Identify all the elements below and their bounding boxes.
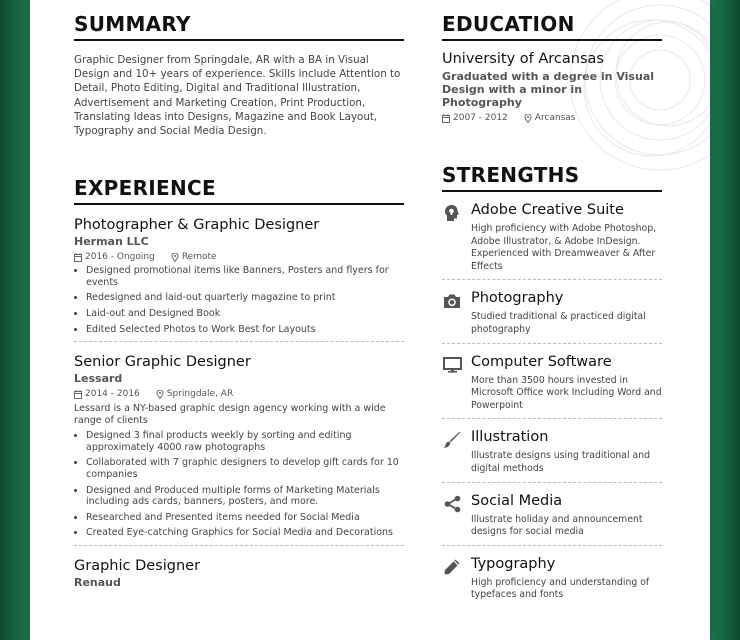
job-dates: 2016 - Ongoing	[85, 252, 155, 263]
experience-heading: EXPERIENCE	[74, 176, 404, 205]
strength-title: Typography	[471, 555, 556, 572]
job-bullets	[74, 430, 404, 539]
job-meta	[74, 389, 404, 399]
strength-title: Photography	[471, 290, 564, 307]
monitor-icon	[442, 355, 462, 375]
education-heading: EDUCATION	[442, 12, 662, 41]
location-pin-icon	[156, 390, 164, 399]
strength-item	[442, 419, 662, 482]
strength-item	[442, 546, 662, 608]
job-description: Lessard is a NY-based graphic design agency working with a wide range of clients	[74, 403, 386, 427]
strength-desc: Illustrate designs using traditional and digital methods	[471, 450, 651, 474]
divider	[74, 545, 404, 546]
education-school: University of Arcansas	[442, 51, 604, 67]
strength-title: Social Media	[471, 492, 563, 509]
strengths-heading: STRENGTHS	[442, 163, 662, 192]
job-bullet: • Laid-out and Designed Book	[86, 308, 404, 320]
strength-desc: High proficiency with Adobe Photoshop, Adobe Illustrator, & Adobe InDesign. Experienced with Dreamweaver & After Effects	[471, 223, 657, 272]
divider	[74, 341, 404, 342]
left-column	[74, 12, 404, 589]
strength-item	[442, 280, 662, 343]
pencil-icon	[442, 557, 462, 577]
job-company: Renaud	[74, 575, 121, 589]
job-company: Herman LLC	[74, 235, 149, 249]
strength-desc: Studied traditional & practiced digital photography	[471, 311, 646, 335]
strength-item	[442, 192, 662, 280]
education-degree: Graduated with a degree in Visual Design with a minor in Photography	[442, 70, 655, 109]
summary-heading: SUMMARY	[74, 12, 404, 41]
strength-title: Computer Software	[471, 353, 612, 370]
strength-desc: More than 3500 hours invested in Microsoft Office work Including Word and Powerpoint	[471, 374, 662, 411]
strength-item	[442, 344, 662, 420]
job-meta	[74, 252, 404, 262]
job-bullet: • Designed promotional items like Banners, Posters and flyers for events	[86, 265, 404, 288]
brush-icon	[442, 430, 462, 450]
job-bullets	[74, 265, 404, 335]
job-bullet: • Designed and Produced multiple forms of Marketing Materials including ads cards, banners, posters, and more.	[86, 485, 404, 508]
right-column	[442, 12, 662, 608]
job-entry	[74, 558, 404, 589]
experience-section	[74, 176, 404, 589]
resume-page	[30, 0, 710, 640]
job-bullet: • Created Eye-catching Graphics for Social Media and Decorations	[86, 527, 404, 539]
education-location: Arcansas	[534, 113, 576, 123]
job-company: Lessard	[74, 372, 123, 386]
summary-text: Graphic Designer from Springdale, AR with a BA in Visual Design and 10+ years of experience. Skills include Attention to Detail, Photo Editing, Digital and Traditional Illustration, Advertisement and Marketing Creation, Print Production, Translating Ideas into Designs, Magazine and Book Layout, Typography and Social Media Design.	[74, 54, 401, 138]
strength-title: Adobe Creative Suite	[471, 202, 624, 218]
share-icon	[442, 494, 462, 514]
job-location: Springdale, AR	[166, 389, 234, 400]
camera-icon	[442, 291, 462, 311]
job-title: Senior Graphic Designer	[74, 354, 251, 371]
job-dates: 2014 - 2016	[85, 389, 140, 400]
location-pin-icon	[524, 114, 532, 123]
job-bullet: • Researched and Presented items needed for Social Media	[86, 512, 404, 524]
strength-title: Illustration	[471, 429, 549, 446]
strength-desc: Illustrate holiday and announcement designs for social media	[471, 513, 643, 538]
job-bullet: • Designed 3 final products weekly by sorting and editing approximately 4000 raw photographs	[86, 430, 404, 453]
strength-desc: High proficiency and understanding of typefaces and fonts	[471, 576, 650, 601]
strengths-section	[442, 163, 662, 608]
calendar-icon	[74, 253, 82, 262]
job-title: Graphic Designer	[74, 557, 201, 574]
job-title: Photographer & Graphic Designer	[74, 217, 320, 234]
calendar-icon	[442, 114, 450, 123]
lightbulb-head-icon	[442, 203, 462, 223]
education-dates: 2007 - 2012	[453, 113, 508, 123]
calendar-icon	[74, 390, 82, 399]
strength-item	[442, 483, 662, 546]
education-meta	[442, 113, 662, 123]
job-entry	[74, 354, 404, 546]
job-bullet: • Redesigned and laid-out quarterly magazine to print	[86, 292, 404, 304]
job-entry	[74, 217, 404, 342]
education-section	[442, 12, 662, 123]
job-bullet: • Edited Selected Photos to Work Best for Layouts	[86, 324, 404, 336]
job-bullet: • Collaborated with 7 graphic designers to develop gift cards for 10 companies	[86, 457, 404, 480]
job-location: Remote	[181, 252, 217, 263]
summary-section	[74, 12, 404, 138]
location-pin-icon	[171, 253, 179, 262]
